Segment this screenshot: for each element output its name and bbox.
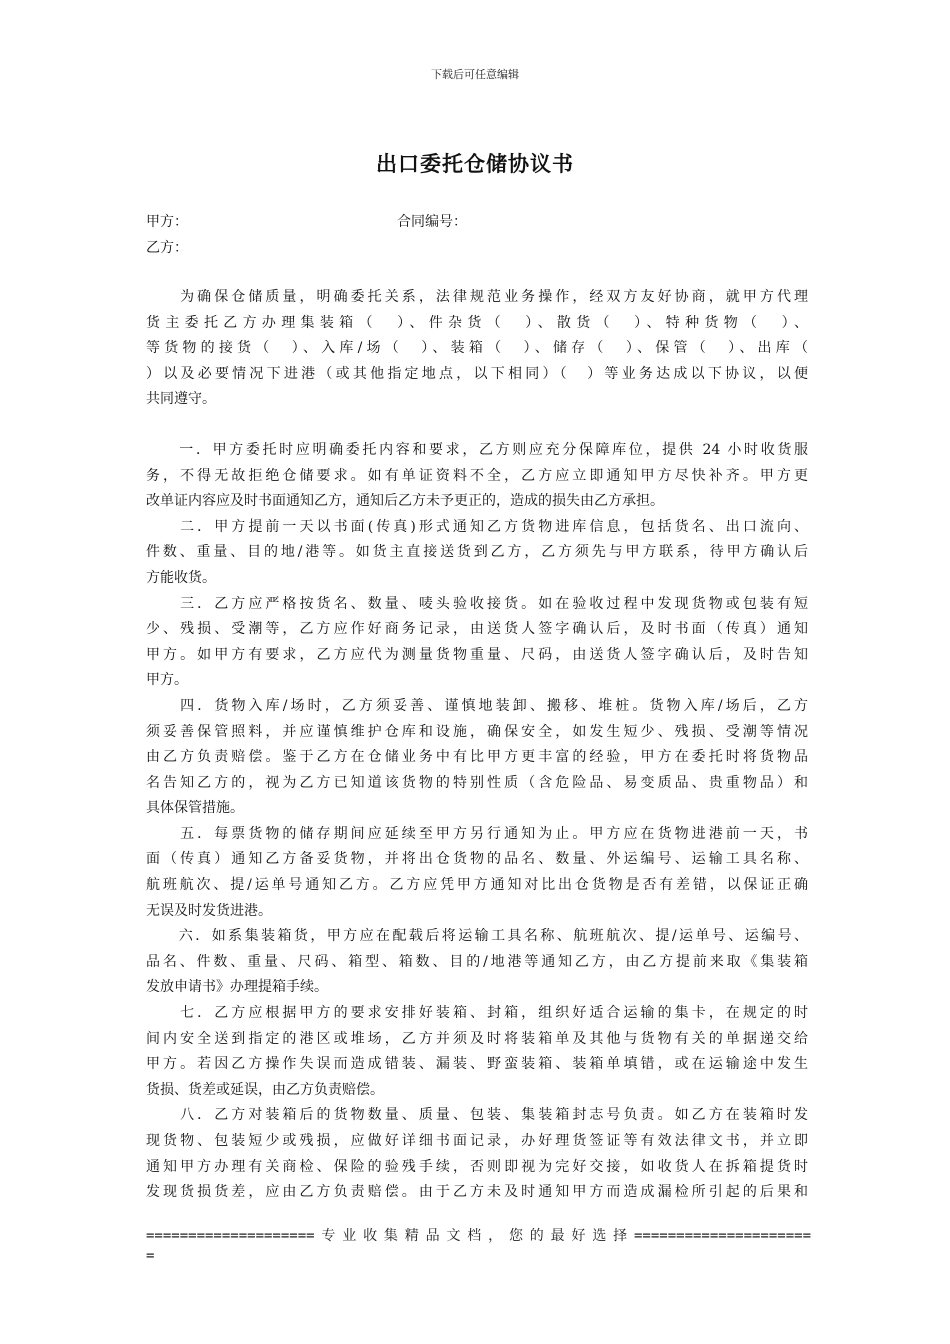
paragraph-line: 一．甲方委托时应明确委托内容和要求，乙方则应充分保障库位，提供 24 小时收货服 (146, 441, 808, 458)
paragraph-line: 五．每票货物的储存期间应延续至甲方另行通知为止。甲方应在货物进港前一天，书 (146, 825, 808, 842)
header-note: 下载后可任意编辑 (431, 68, 519, 81)
paragraph-line: 为确保仓储质量，明确委托关系，法律规范业务操作，经双方友好协商，就甲方代理 (146, 289, 808, 305)
clause-paragraph (146, 515, 808, 592)
paragraph-line: 发放申请书》办理提箱手续。 (146, 979, 328, 996)
paragraph-gap (146, 413, 808, 438)
paragraph-line: 货主委托乙方办理集装箱（ ）、件杂货（ ）、散货（ ）、特种货物（ ）、 (146, 314, 808, 331)
paragraph-line: 六．如系集装箱货，甲方应在配载后将运输工具名称、航班航次、提/运单号、运编号、 (146, 928, 808, 945)
clause-paragraph (146, 694, 808, 822)
party-a-label: 甲方： (146, 214, 188, 230)
paragraph-line: 四．货物入库/场时，乙方须妥善、谨慎地装卸、搬移、堆桩。货物入库/场后，乙方 (146, 697, 808, 714)
paragraph-line: 面（传真）通知乙方备妥货物，并将出仓货物的品名、数量、外运编号、运输工具名称、 (146, 851, 808, 868)
clause-paragraph (146, 1103, 808, 1205)
paragraph-line: ）以及必要情况下进港（或其他指定地点，以下相同）（ ）等业务达成以下协议，以便 (146, 365, 808, 382)
page-footer (146, 1226, 811, 1266)
agreement-body (146, 285, 808, 1206)
paragraph-line: 七．乙方应根据甲方的要求安排好装箱、封箱，组织好适合运输的集卡，在规定的时 (146, 1005, 808, 1022)
footer-line-continuation: = (146, 1248, 155, 1264)
paragraph-line: 三．乙方应严格按货名、数量、唛头验收接货。如在验收过程中发现货物或包装有短 (146, 595, 808, 612)
paragraph-line: 八．乙方对装箱后的货物数量、质量、包装、集装箱封志号负责。如乙方在装箱时发 (146, 1107, 808, 1124)
paragraph-line: 由乙方负责赔偿。鉴于乙方在仓储业务中有比甲方更丰富的经验，甲方在委托时将货物品 (146, 749, 808, 766)
paragraph-line: 等货物的接货（ ）、入库/场（ ）、装箱（ ）、储存（ ）、保管（ ）、出库（ (146, 340, 808, 357)
paragraph-line: 航班航次、提/运单号通知乙方。乙方应凭甲方通知对比出仓货物是否有差错，以保证正确 (146, 877, 808, 894)
document-title: 出口委托仓储协议书 (376, 152, 574, 176)
clause-paragraph (146, 285, 808, 413)
clause-paragraph (146, 822, 808, 924)
paragraph-line: 方能收货。 (146, 569, 216, 586)
paragraph-line: 甲方。如甲方有要求，乙方应代为测量货物重量、尺码，由送货人签字确认后，及时告知 (146, 646, 808, 663)
party-b-label: 乙方： (146, 240, 188, 256)
paragraph-line: 名告知乙方的，视为乙方已知道该货物的特别性质（含危险品、易变质品、贵重物品）和 (146, 774, 808, 791)
paragraph-line: 务，不得无故拒绝仓储要求。如有单证资料不全，乙方应立即通知甲方尽快补齐。甲方更 (146, 467, 808, 484)
paragraph-line: 无误及时发货进港。 (146, 902, 272, 919)
clause-paragraph (146, 592, 808, 694)
paragraph-line: 通知甲方办理有关商检、保险的验残手续，否则即视为完好交接，如收货人在拆箱提货时 (146, 1158, 808, 1175)
paragraph-line: 甲方。若因乙方操作失误而造成错装、漏装、野蛮装箱、装箱单填错，或在运输途中发生 (146, 1056, 808, 1073)
paragraph-line: 具体保管措施。 (146, 800, 244, 817)
paragraph-line: 少、残损、受潮等，乙方应作好商务记录，由送货人签字确认后，及时书面（传真）通知 (146, 621, 808, 638)
clause-paragraph (146, 1001, 808, 1103)
paragraph-line: 改单证内容应及时书面通知乙方，通知后乙方未予更正的，造成的损失由乙方承担。 (146, 493, 664, 510)
clause-paragraph (146, 924, 808, 1001)
paragraph-line: 现货物、包装短少或残损，应做好详细书面记录，办好理货签证等有效法律文书，并立即 (146, 1133, 808, 1149)
paragraph-line: 甲方。 (146, 672, 188, 689)
paragraph-line: 品名、件数、重量、尺码、箱型、箱数、目的/地港等通知乙方，由乙方提前来取《集装箱 (146, 953, 808, 970)
footer-line: ====================专业收集精品文档，您的最好选择===================== (146, 1228, 811, 1244)
paragraph-line: 间内安全送到指定的港区或堆场，乙方并须及时将装箱单及其他与货物有关的单据递交给 (146, 1030, 808, 1047)
clause-paragraph (146, 438, 808, 515)
contract-number-label: 合同编号： (397, 214, 467, 230)
paragraph-line: 二．甲方提前一天以书面(传真)形式通知乙方货物进库信息，包括货名、出口流向、 (146, 518, 808, 535)
paragraph-line: 共同遵守。 (146, 391, 216, 408)
paragraph-line: 件数、重量、目的地/港等。如货主直接送货到乙方，乙方须先与甲方联系，待甲方确认后 (146, 544, 808, 561)
paragraph-line: 须妥善保管照料，并应谨慎维护仓库和设施，确保安全，如发生短少、残损、受潮等情况 (146, 723, 808, 740)
paragraph-line: 发现货损货差，应由乙方负责赔偿。由于乙方未及时通知甲方而造成漏检所引起的后果和 (146, 1184, 808, 1201)
paragraph-line: 货损、货差或延误，由乙方负责赔偿。 (146, 1081, 384, 1098)
